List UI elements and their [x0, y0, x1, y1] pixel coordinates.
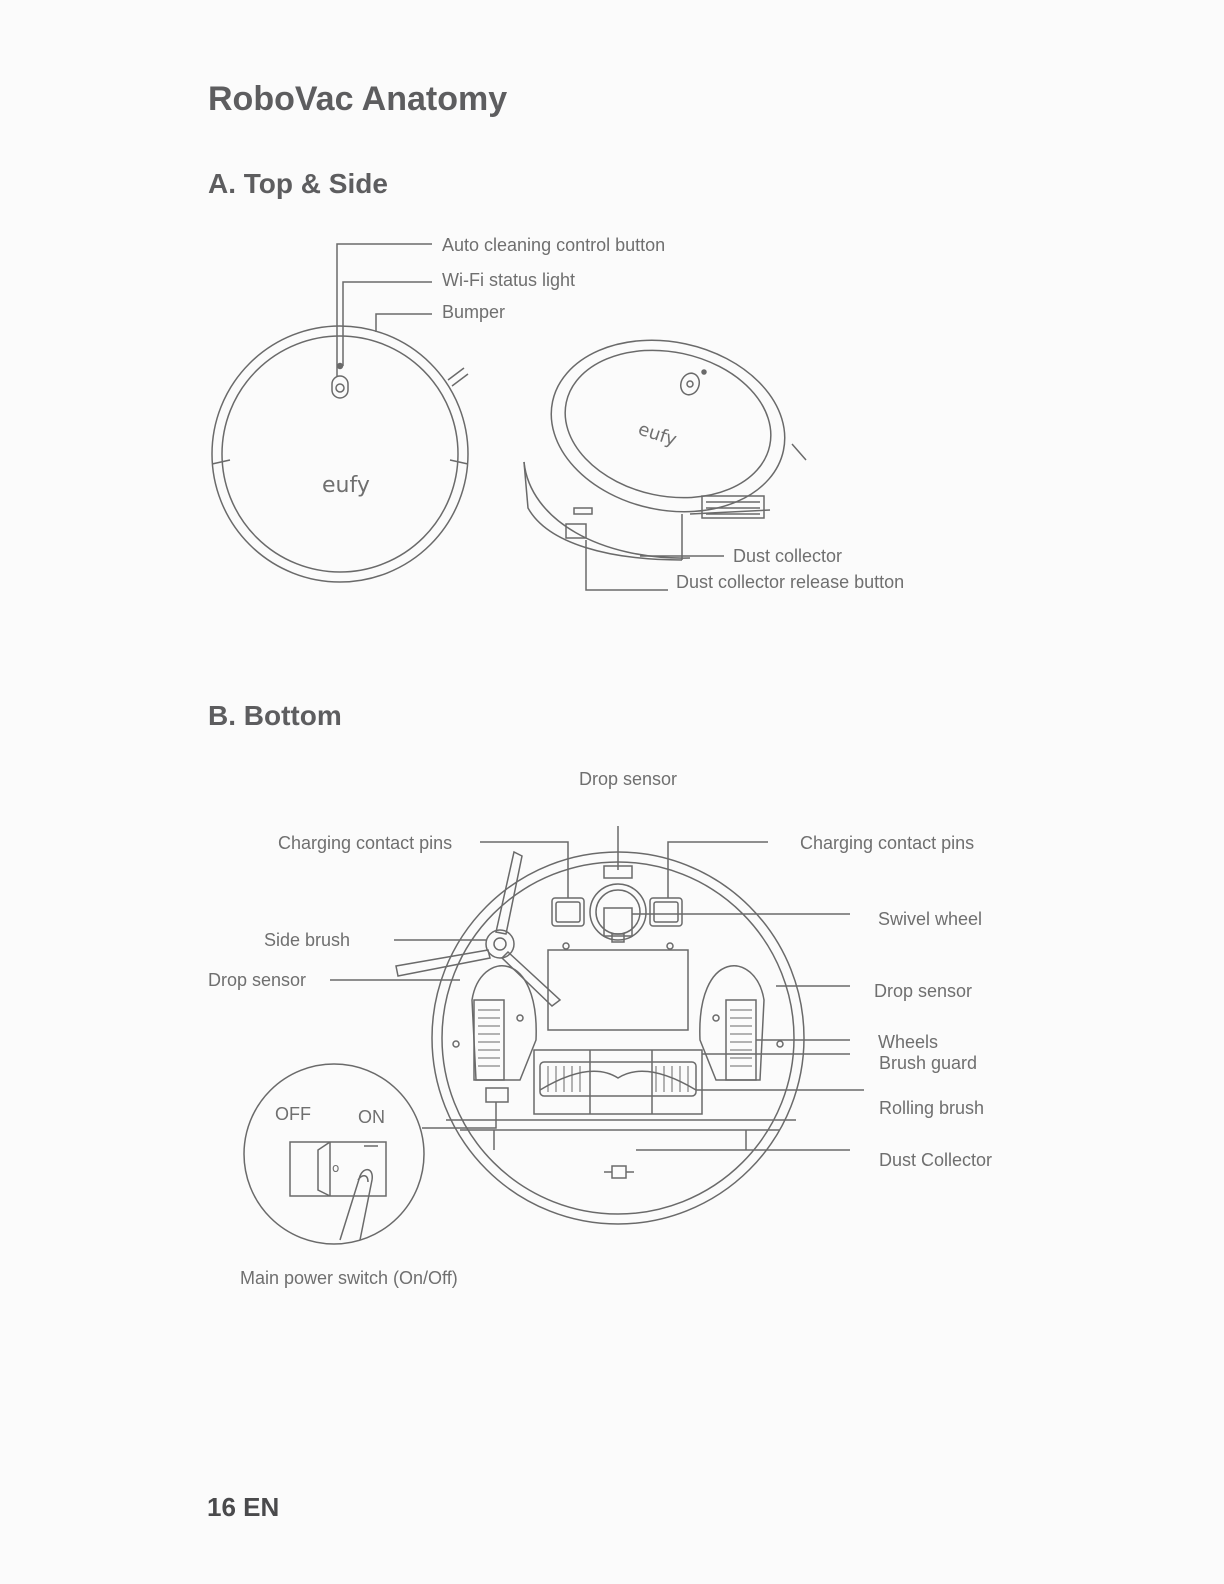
- power-switch-body-icon: [486, 1088, 508, 1102]
- page-footer: 16 EN: [207, 1492, 280, 1522]
- label-drop-sensor-top: Drop sensor: [579, 769, 678, 789]
- brush-guard-icon: [534, 1050, 702, 1114]
- label-drop-sensor-right: Drop sensor: [874, 981, 973, 1001]
- section-title-bottom: B. Bottom: [208, 700, 342, 731]
- switch-off-label: OFF: [275, 1104, 311, 1124]
- wheel-right-icon: [726, 1000, 756, 1080]
- label-auto-cleaning-button: Auto cleaning control button: [442, 235, 666, 255]
- label-wifi-status-light: Wi-Fi status light: [442, 270, 576, 290]
- eufy-logo-side: eufy: [635, 418, 680, 451]
- rolling-brush-icon: [540, 1062, 696, 1096]
- label-drop-sensor-left: Drop sensor: [208, 970, 307, 990]
- switch-on-label: ON: [358, 1107, 385, 1127]
- label-dust-collector: Dust collector: [733, 546, 843, 566]
- label-charging-pins-right: Charging contact pins: [800, 833, 975, 853]
- page-title: RoboVac Anatomy: [208, 80, 508, 118]
- robot-bottom-view: [396, 852, 804, 1224]
- label-swivel-wheel: Swivel wheel: [878, 909, 983, 929]
- label-dust-collector-bottom: Dust Collector: [879, 1150, 993, 1170]
- power-switch-zoom: [244, 1064, 424, 1244]
- label-wheels: Wheels: [878, 1032, 939, 1052]
- eufy-logo-top: eufy: [322, 473, 370, 498]
- label-charging-pins-left: Charging contact pins: [278, 833, 453, 853]
- section-title-top-side: A. Top & Side: [208, 168, 388, 199]
- swivel-wheel-icon: [590, 884, 646, 940]
- wheel-left-icon: [474, 1000, 504, 1080]
- label-main-power-switch: Main power switch (On/Off): [240, 1268, 458, 1288]
- label-brush-guard: Brush guard: [879, 1053, 978, 1073]
- svg-text:o: o: [332, 1161, 340, 1175]
- robot-top-view: [212, 326, 468, 582]
- label-bumper: Bumper: [442, 302, 506, 322]
- label-side-brush: Side brush: [264, 930, 351, 950]
- wifi-light-icon: [338, 364, 343, 369]
- label-dust-collector-release-button: Dust collector release button: [676, 572, 905, 592]
- control-button-icon: [332, 376, 348, 398]
- label-rolling-brush: Rolling brush: [879, 1098, 985, 1118]
